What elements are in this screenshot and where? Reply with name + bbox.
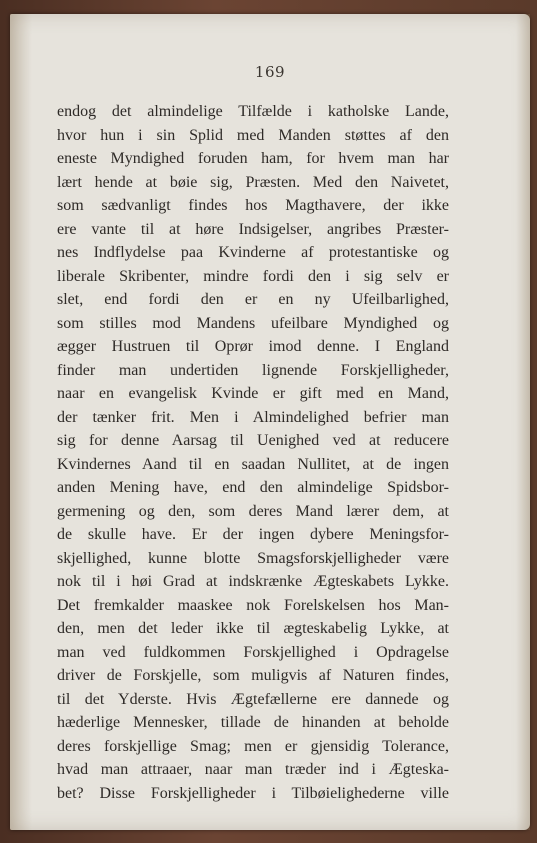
book-page (10, 14, 530, 830)
text-line: anden Mening have, end den almindelige Spidsbor- (57, 479, 449, 496)
text-line: endog det almindelige Tilfælde i katholske Lande, (57, 103, 449, 120)
text-line: Kvindernes Aand til en saadan Nullitet, at de ingen (57, 455, 449, 473)
text-line: som stilles mod Mandens ufeilbare Myndighed og (57, 314, 449, 332)
text-line: de skulle have. Er der ingen dybere Meningsfor- (57, 526, 449, 543)
text-line: som sædvanligt findes hos Magthavere, der ikke (57, 197, 449, 214)
text-line: lært hende at bøie sig, Præsten. Med den Naivetet, (57, 173, 449, 191)
text-line: finder man undertiden lignende Forskjelligheder, (57, 361, 449, 379)
text-line: til det Yderste. Hvis Ægtefællerne ere dannede og (57, 690, 449, 708)
text-line: ere vante til at høre Indsigelser, angribes Præster- (57, 220, 449, 238)
body-text (57, 100, 449, 805)
text-line: skjellighed, kunne blotte Smagsforskjelligheder være (57, 549, 449, 567)
text-line: naar en evangelisk Kvinde er gift med en Mand, (57, 385, 449, 402)
text-line: der tænker frit. Men i Almindelighed befrier man (57, 408, 449, 426)
text-line: ægger Hustruen til Oprør imod denne. I England (57, 338, 449, 355)
text-line: driver de Forskjelle, som muligvis af Naturen findes, (57, 667, 449, 684)
text-line: eneste Myndighed foruden ham, for hvem man har (57, 150, 449, 167)
text-line: den, men det leder ikke til ægteskabelig Lykke, at (57, 620, 449, 637)
text-line: bet? Disse Forskjelligheder i Tilbøielighederne ville (57, 784, 449, 802)
text-line: hvad man attraaer, naar man træder ind i Ægteska- (57, 761, 449, 778)
text-line: deres forskjellige Smag; men er gjensidig Tolerance, (57, 737, 449, 755)
text-line: man ved fuldkommen Forskjellighed i Opdragelse (57, 643, 449, 661)
text-line: germening og den, som deres Mand lærer dem, at (57, 502, 449, 520)
text-line: sig for denne Aarsag til Uenighed ved at reducere (57, 432, 449, 449)
text-line: Det fremkalder maaskee nok Forelskelsen hos Man- (57, 596, 449, 614)
text-line: hvor hun i sin Splid med Manden støttes af den (57, 126, 449, 144)
text-line: hæderlige Mennesker, tillade de hinanden at beholde (57, 714, 449, 731)
text-line: nok til i høi Grad at indskrænke Ægteskabets Lykke. (57, 573, 449, 590)
text-line: nes Indflydelse paa Kvinderne af protestantiske og (57, 244, 449, 261)
text-line: liberale Skribenter, mindre fordi den i sig selv er (57, 267, 449, 285)
text-line: slet, end fordi den er en ny Ufeilbarlighed, (57, 291, 449, 308)
page-number: 169 (254, 63, 286, 81)
